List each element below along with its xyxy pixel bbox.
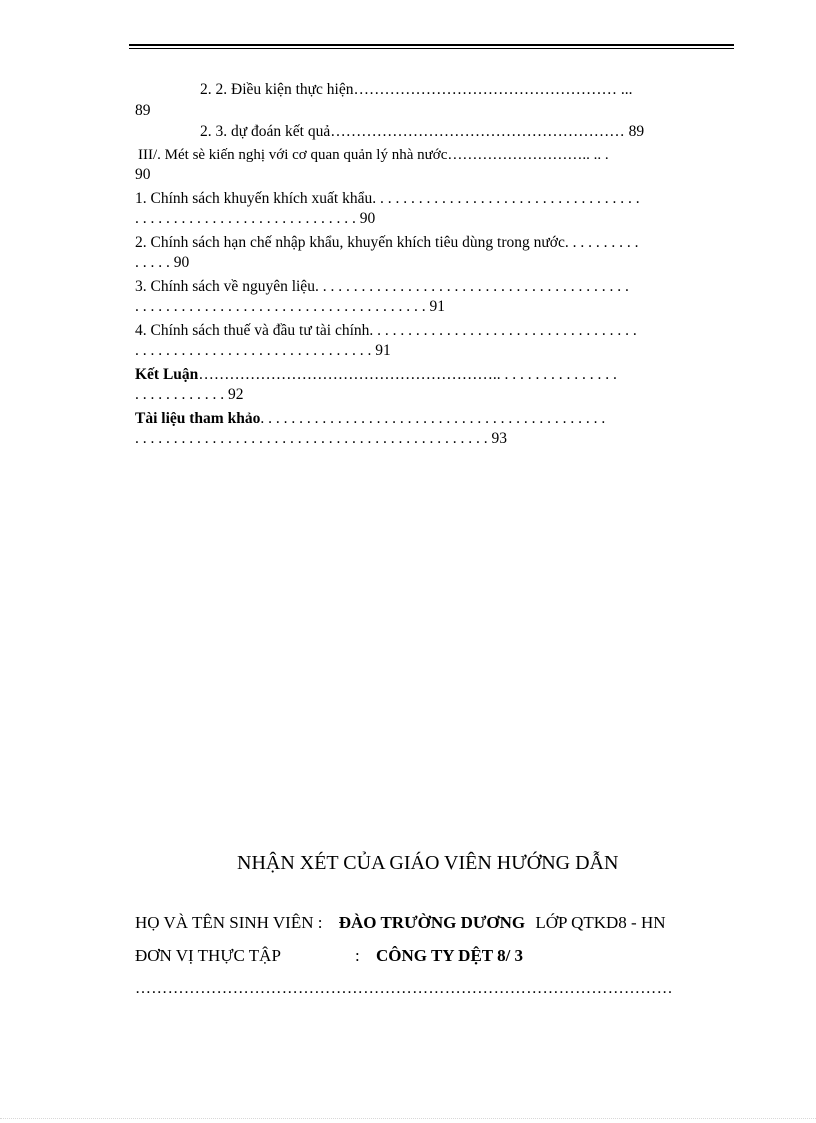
unit-label: ĐƠN VỊ THỰC TẬP <box>135 946 281 965</box>
toc-entry-2-2: 2. 2. Điều kiện thực hiện…………………………………………… ... <box>200 81 633 98</box>
comment-dotted-line: ……………………………………………………………………………………… <box>135 980 673 997</box>
unit-name: CÔNG TY DỆT 8/ 3 <box>376 946 524 965</box>
toc-entry-4-page: . . . . . . . . . . . . . . . . . . . . . . . . . . . . . . . 91 <box>135 342 391 359</box>
page-edge <box>0 1118 816 1119</box>
toc-entry-4: 4. Chính sách thuế và đầu tư tài chính. . . . . . . . . . . . . . . . . . . . . . . . . . . . . . . . . . . <box>135 322 637 339</box>
toc-entry-2-page: . . . . . 90 <box>135 254 190 271</box>
toc-entry-ket-luan-page: . . . . . . . . . . . . 92 <box>135 386 244 403</box>
toc-entry-2-3: 2. 3. dự đoán kết quả………………………………………………… 89 <box>200 123 645 140</box>
toc-entry-iii-page: 90 <box>135 166 151 183</box>
toc-entry-2: 2. Chính sách hạn chế nhập khẩu, khuyến khích tiêu dùng trong nước. . . . . . . . . . <box>135 234 639 251</box>
toc-entry-3-page: . . . . . . . . . . . . . . . . . . . . . . . . . . . . . . . . . . . . . . 91 <box>135 298 445 315</box>
toc-entry-2-2-page: 89 <box>135 102 151 119</box>
top-rule-thick <box>129 44 734 46</box>
toc-entry-tai-lieu-page: . . . . . . . . . . . . . . . . . . . . . . . . . . . . . . . . . . . . . . . . . . . . . . 93 <box>135 430 507 447</box>
review-heading: NHẬN XÉT CỦA GIÁO VIÊN HƯỚNG DẪN <box>237 852 619 874</box>
toc-entry-3: 3. Chính sách về nguyên liệu. . . . . . . . . . . . . . . . . . . . . . . . . . . . . . . . . . . . . . . . . <box>135 278 629 295</box>
student-name: ĐÀO TRƯỜNG DƯƠNG <box>338 913 526 932</box>
toc-entry-tai-lieu: Tài liệu tham khảo. . . . . . . . . . . . . . . . . . . . . . . . . . . . . . . . . . . . . . . . . . . . . <box>135 410 606 427</box>
student-label: HỌ VÀ TÊN SINH VIÊN : <box>135 913 323 932</box>
toc-entry-1-page: . . . . . . . . . . . . . . . . . . . . . . . . . . . . . 90 <box>135 210 376 227</box>
class-text: LỚP QTKD8 - HN <box>535 913 666 932</box>
toc-entry-iii: III/. Mét sè kiến nghị với cơ quan quản lý nhà nước……………………….. .. . <box>138 147 609 163</box>
toc-entry-1: 1. Chính sách khuyến khích xuất khẩu. . . . . . . . . . . . . . . . . . . . . . . . . . . . . . . . . . . <box>135 190 640 207</box>
top-rule-thin <box>129 48 734 49</box>
student-row <box>135 913 666 933</box>
unit-colon: : <box>355 946 360 965</box>
toc-entry-ket-luan: Kết Luận………………………………………………….. . . . . . . . . . . . . . . . <box>135 366 617 383</box>
